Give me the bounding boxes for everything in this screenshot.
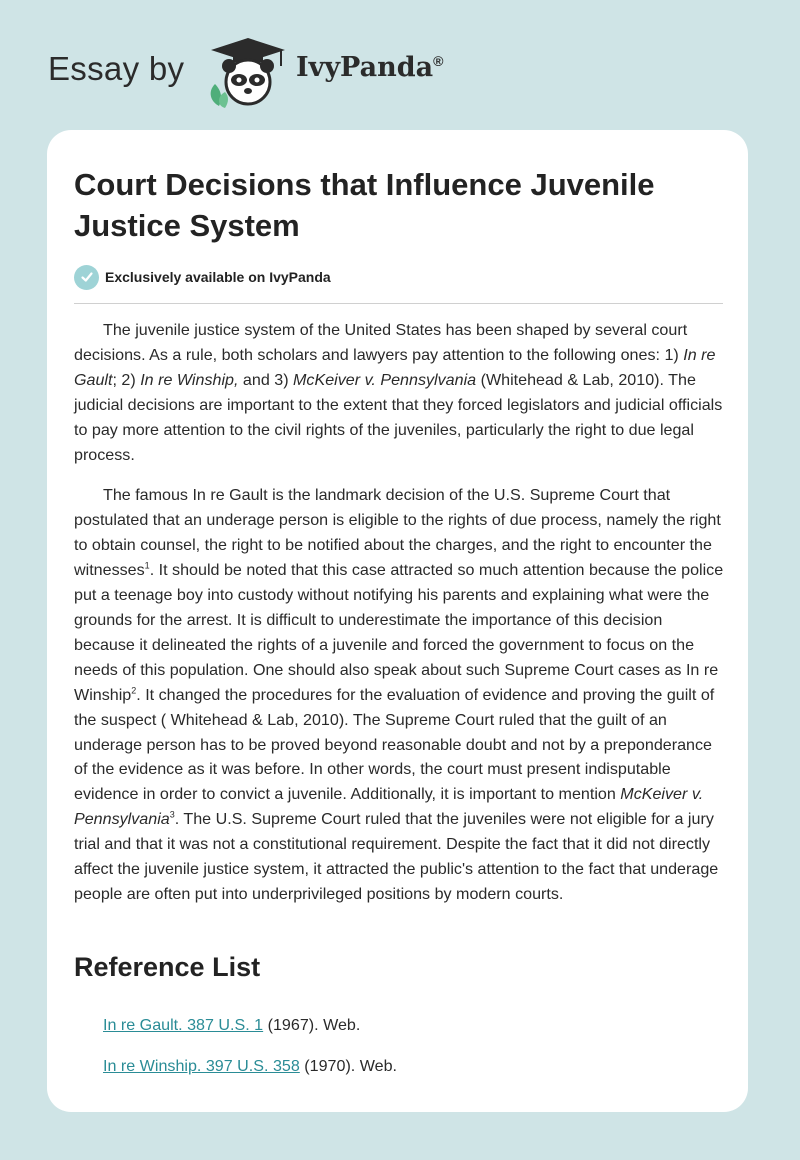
reference-item: In re Gault. 387 U.S. 1 (1967). Web. [103,1016,361,1034]
brand-name: IvyPanda® [296,52,444,83]
footnote-ref-2: 2 [131,685,137,696]
essay-card [47,130,748,1112]
paragraph-1: The juvenile justice system of the United States has been shaped by several court decisions. As a rule, both scholars and lawyers pay attention to the following ones: 1) In re Gault; 2) In re Winship, and 3) McKeiver v. Pennsylvania (Whitehead & Lab, 2010). The judicial decisions are important to the extent that they forced legislators and judicial officials to pay more attention to the civil rights of the juveniles, particularly the right to due legal process. [74,321,723,464]
check-circle-icon [74,265,99,290]
reference-list-heading: Reference List [74,952,261,982]
brand-prefix: Essay by [48,50,185,87]
badge-text: Exclusively available on IvyPanda [105,269,331,285]
reference-item: In re Winship. 397 U.S. 358 (1970). Web. [103,1057,398,1075]
footnote-ref-3: 3 [169,809,175,820]
brand-header [48,36,468,108]
reference-link[interactable]: In re Gault. 387 U.S. 1 [103,1016,264,1034]
essay-body [74,318,726,923]
footnote-ref-1: 1 [144,560,150,571]
panda-graduate-icon [203,36,293,108]
divider [74,303,723,304]
paragraph-2: The famous In re Gault is the landmark decision of the U.S. Supreme Court that postulated that an underage person is eligible to the rights of due process, namely the right to obtain counsel, the right to be notified about the charges, and the right to encounter the witnesses$^1$. It should be noted that this case attracted so much attention because the police put a teenage boy into custody without notifying his parents and explaining what were the grounds for the arrest. It is difficult to underestimate the importance of this decision because it delineated the rights of a juvenile and forced the government to focus on the needs of this population. One should also speak about such Supreme Court cases as In re Winship$^2$. It changed the procedures for the evaluation of evidence and proving the guilt of the suspect ( Whitehead & Lab, 2010). The Supreme Court ruled that the guilt of an underage person has to be proved beyond reasonable doubt and not by a preponderance of the evidence as it was before. In other words, the court must present indisputable evidence in order to convict a juvenile. Additionally, it is important to mention McKeiver v. Pennsylvania$^3$. The U.S. Supreme Court ruled that the juveniles were not eligible for a jury trial and that it was not a constitutional requirement. Despite the fact that it did not directly affect the juvenile justice system, it attracted the public's attention to the fact that underage people are often put into underprivileged positions by modern courts. [74,486,724,903]
exclusive-badge [74,264,331,290]
page-title: Court Decisions that Influence Juvenile Justice System [74,167,655,243]
reference-link[interactable]: In re Winship. 397 U.S. 358 [103,1057,300,1075]
